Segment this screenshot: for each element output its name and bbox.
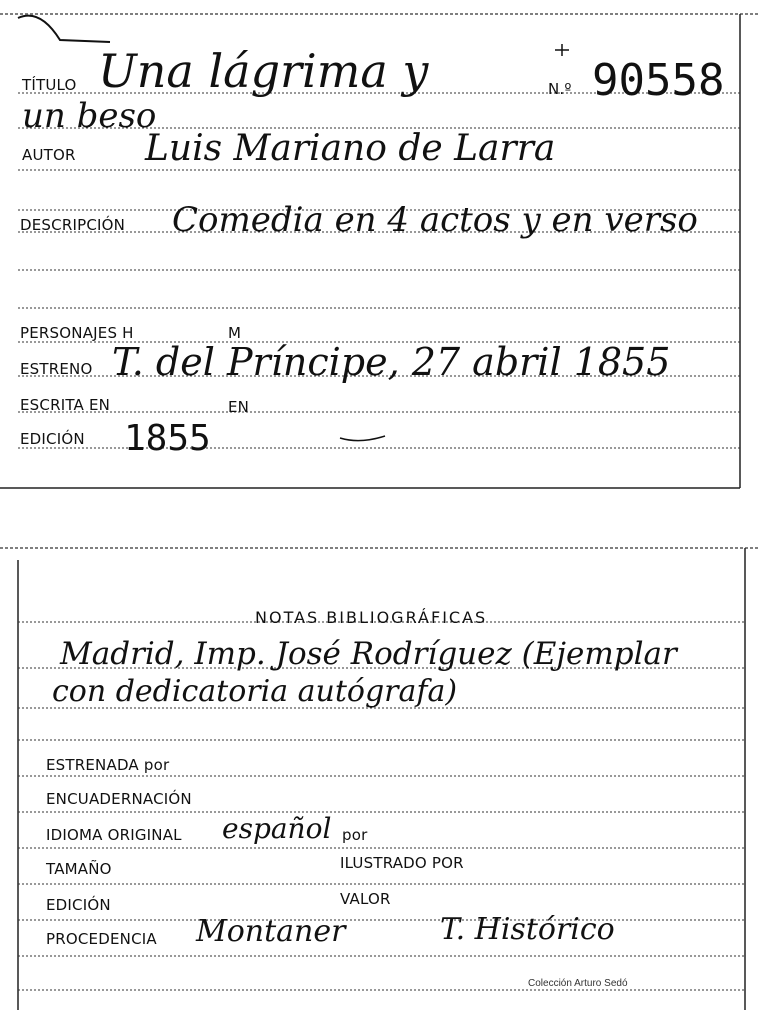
value-estreno: T. del Príncipe, 27 abril 1855 <box>112 340 671 384</box>
label-descripcion: DESCRIPCIÓN <box>20 216 126 234</box>
value-titulo-line1: Una lágrima y <box>98 44 429 98</box>
label-titulo: TÍTULO <box>22 76 77 94</box>
value-notas-line2: con dedicatoria autógrafa) <box>52 674 458 709</box>
label-tamano: TAMAÑO <box>46 860 112 878</box>
label-autor: AUTOR <box>22 146 76 164</box>
value-descripcion: Comedia en 4 actos y en verso <box>172 200 698 240</box>
label-numero: N.º <box>548 80 572 98</box>
label-procedencia: PROCEDENCIA <box>46 930 157 948</box>
label-personajes-m: M <box>228 324 242 342</box>
label-traducido-por: por <box>342 826 368 844</box>
label-estrenada-por: ESTRENADA por <box>46 756 170 774</box>
label-estreno: ESTRENO <box>20 360 93 378</box>
label-valor: VALOR <box>340 890 391 908</box>
value-idioma: español <box>222 812 332 845</box>
value-procedencia-a: Montaner <box>196 914 346 949</box>
label-encuadernacion: ENCUADERNACIÓN <box>46 790 192 808</box>
label-escrita-en-lugar: EN <box>228 398 250 416</box>
heading-notas-bibliograficas: NOTAS BIBLIOGRÁFICAS <box>255 608 488 627</box>
catalog-card-back <box>0 540 759 1020</box>
collection-stamp: Colección Arturo Sedó <box>528 978 628 989</box>
catalog-card-front <box>0 0 759 495</box>
label-idioma-original: IDIOMA ORIGINAL <box>46 826 182 844</box>
label-edicion-back: EDICIÓN <box>46 896 111 914</box>
value-notas-line1: Madrid, Imp. José Rodríguez (Ejemplar <box>60 636 677 672</box>
value-titulo-line2: un beso <box>22 96 157 136</box>
value-edicion: 1855 <box>124 418 211 459</box>
label-edicion: EDICIÓN <box>20 430 85 448</box>
value-numero: 90558 <box>592 55 725 106</box>
value-autor: Luis Mariano de Larra <box>145 128 556 169</box>
label-escrita-en: ESCRITA EN <box>20 396 111 414</box>
value-procedencia-b: T. Histórico <box>440 912 615 947</box>
label-ilustrado-por: ILUSTRADO POR <box>340 854 464 872</box>
label-personajes: PERSONAJES H <box>20 324 134 342</box>
